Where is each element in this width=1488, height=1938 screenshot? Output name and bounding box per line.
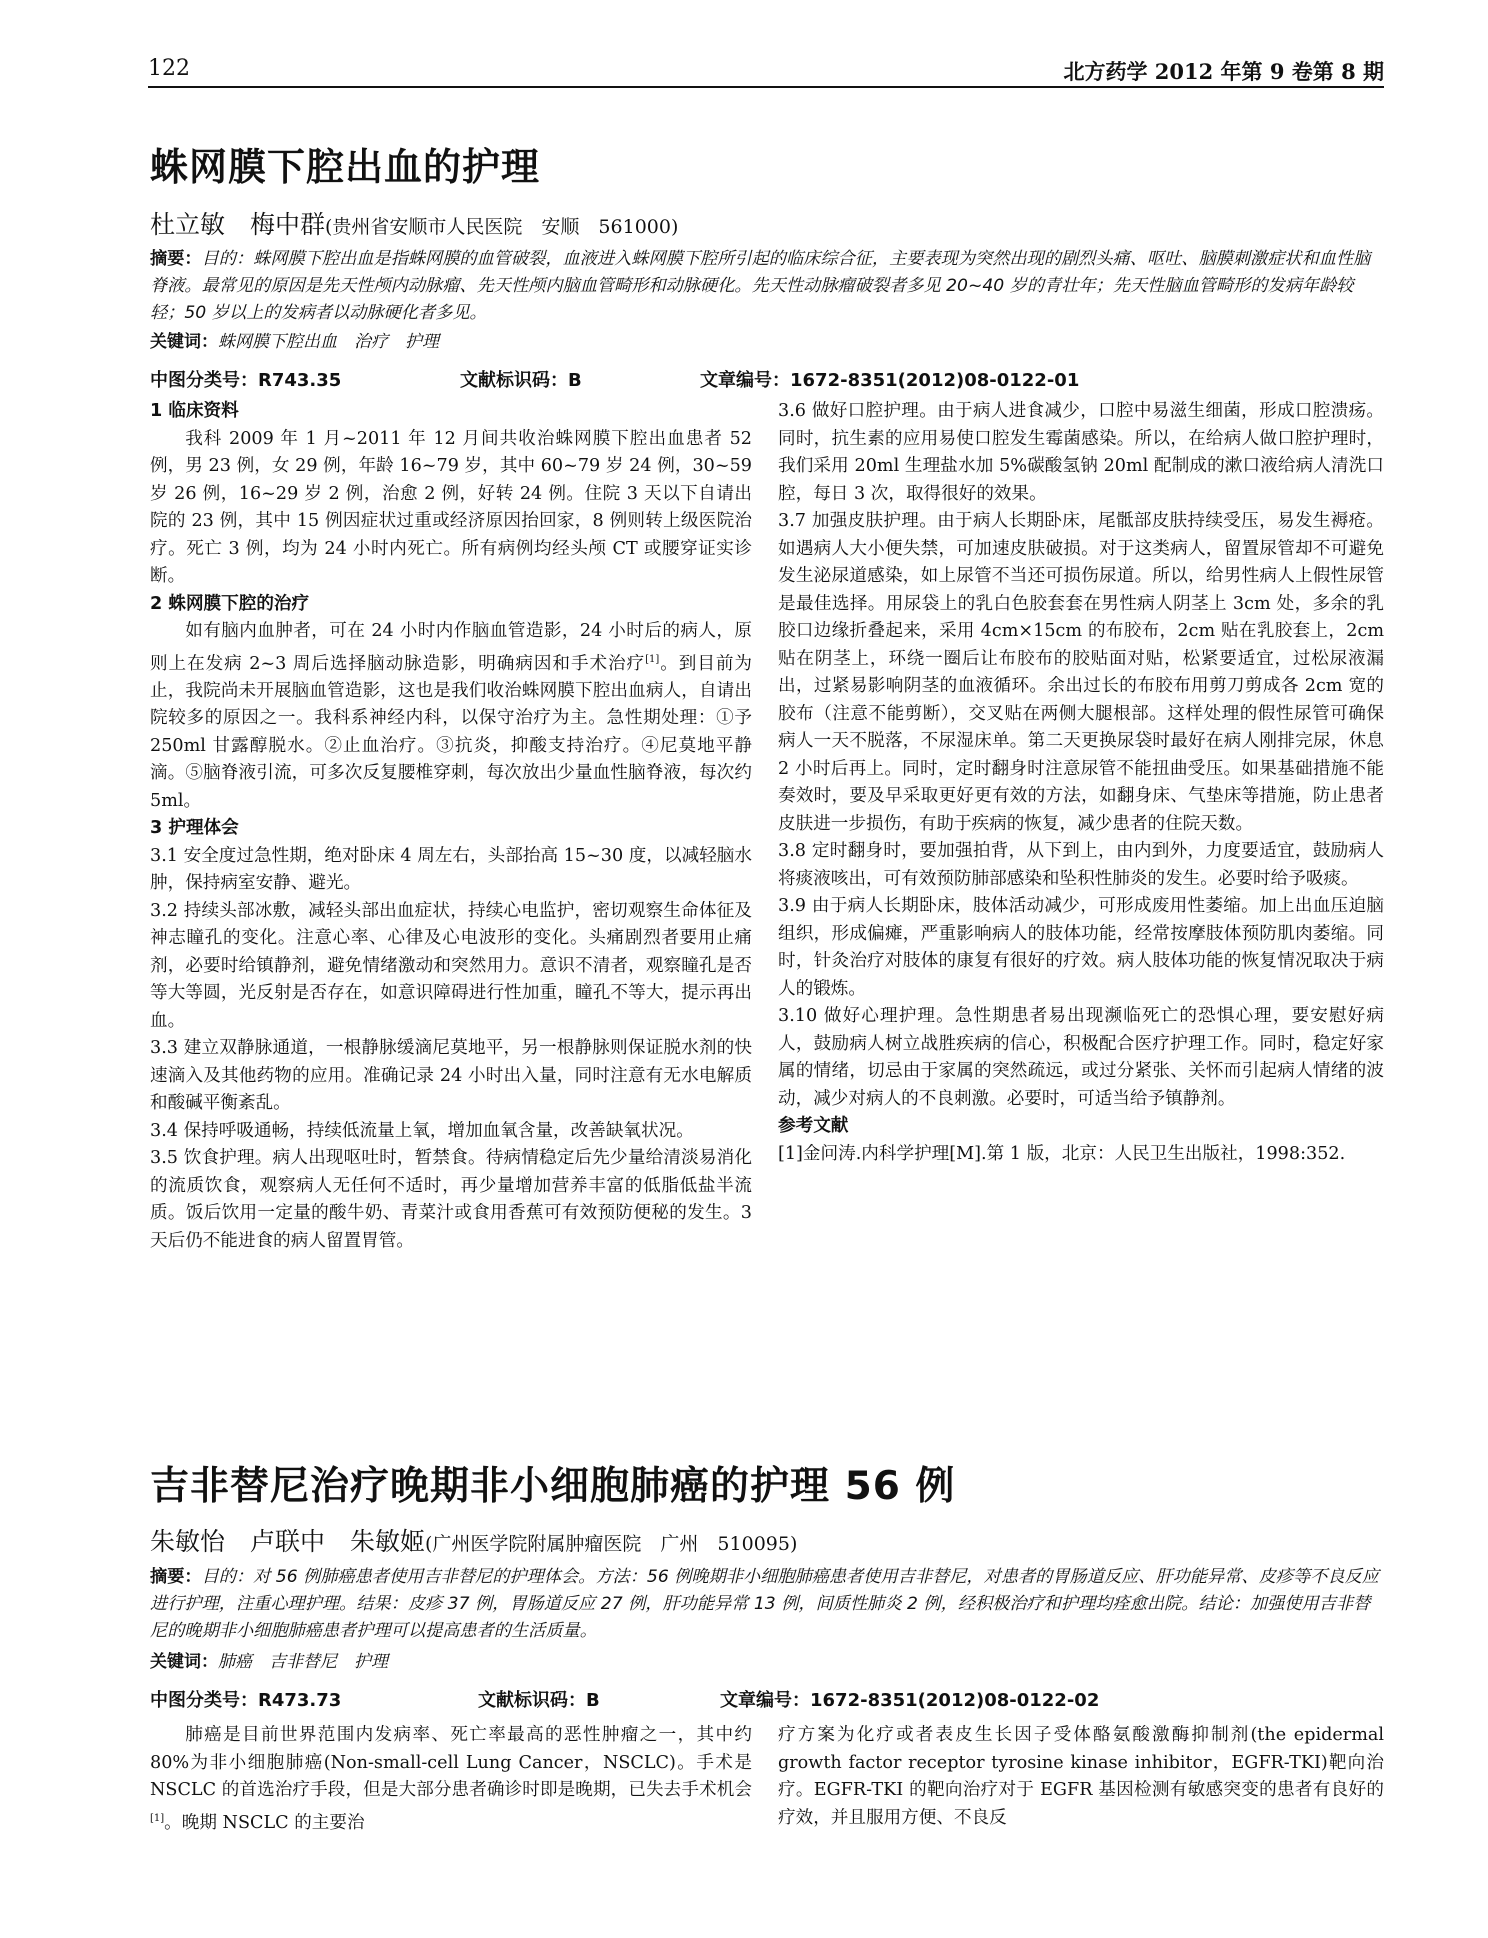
keywords-text: 肺癌 吉非替尼 护理	[218, 1652, 388, 1672]
article1-classification	[150, 366, 1386, 392]
citation-ref: [1]	[150, 1812, 165, 1824]
page-number: 122	[148, 56, 190, 81]
article1-author-names: 杜立敏 梅中群	[150, 210, 326, 239]
paragraph-text: 如有脑内血肿者，可在 24 小时内作脑血管造影，24 小时后的病人，原则上在发病 2~3 周后选择脑动脉造影，明确病因和手术治疗	[150, 621, 752, 674]
paragraph-text: 。晚期 NSCLC 的主要治	[164, 1812, 365, 1833]
section-heading: 1 临床资料	[150, 401, 239, 421]
article1-right-column	[778, 398, 1384, 1168]
section-heading: 2 蛛网膜下腔的治疗	[150, 593, 310, 614]
article2-keywords	[150, 1647, 388, 1672]
reference-item: [1]金问涛.内科学护理[M].第 1 版，北京：人民卫生出版社，1998:352.	[778, 1143, 1346, 1164]
abstract-text: 目的：对 56 例肺癌患者使用吉非替尼的护理体会。方法：56 例晚期非小细胞肺癌患者使用吉非替尼，对患者的胃肠道反应、肝功能异常、皮疹等不良反应进行护理，注重心理护理。结果：皮疹 37 例，胃肠道反应 27 例，肝功能异常 13 例，间质性肺炎 2 例，经积极治疗和护理均痊愈出院。结论：加强使用吉非替尼的晚期非小细胞肺癌患者护理可以提高患者的生活质量。	[150, 1567, 1379, 1641]
paragraph	[150, 1722, 752, 1837]
keywords-label: 关键词：	[150, 332, 218, 352]
keywords-text: 蛛网膜下腔出血 治疗 护理	[218, 332, 439, 352]
article-number: 文章编号：1672-8351(2012)08-0122-02	[720, 1690, 1100, 1711]
paragraph: 3.9 由于病人长期卧床，肢体活动减少，可形成废用性萎缩。加上出血压迫脑组织，形成偏瘫，严重影响病人的肢体功能，经常按摩肢体预防肌肉萎缩。同时，针灸治疗对肢体的康复有很好的疗效。病人肢体功能的恢复情况取决于病人的锻炼。	[778, 896, 1384, 999]
references-heading: 参考文献	[778, 1116, 849, 1136]
doc-code: 文献标识码：B	[460, 370, 582, 391]
doc-code: 文献标识码：B	[478, 1690, 600, 1711]
article1-abstract	[150, 246, 1386, 327]
paragraph: 3.6 做好口腔护理。由于病人进食减少，口腔中易滋生细菌，形成口腔溃疡。同时，抗生素的应用易使口腔发生霉菌感染。所以，在给病人做口腔护理时，我们采用 20ml 生理盐水加 5%碳酸氢钠 20ml 配制成的漱口液给病人清洗口腔，每日 3 次，取得很好的效果。	[778, 401, 1384, 504]
citation-ref: [1]	[645, 653, 660, 665]
article2-affiliation: (广州医学院附属肿瘤医院 广州 510095)	[425, 1533, 798, 1555]
page-header	[148, 52, 1384, 88]
article1-keywords	[150, 327, 439, 352]
paragraph-text: 肺癌是目前世界范围内发病率、死亡率最高的恶性肿瘤之一，其中约 80%为非小细胞肺癌(Non-small-cell Lung Cancer，NSCLC)。手术是 NSCLC 的首选治疗手段，但是大部分患者确诊时即是晚期，已失去手术机会	[150, 1725, 752, 1800]
article2-author-names: 朱敏怡 卢联中 朱敏姬	[150, 1527, 426, 1556]
paragraph: 3.3 建立双静脉通道，一根静脉缓滴尼莫地平，另一根静脉则保证脱水剂的快速滴入及其他药物的应用。准确记录 24 小时出入量，同时注意有无水电解质和酸碱平衡紊乱。	[150, 1038, 752, 1114]
article2-abstract	[150, 1564, 1386, 1645]
article-number: 文章编号：1672-8351(2012)08-0122-01	[700, 370, 1080, 391]
journal-issue: 北方药学 2012 年第 9 卷第 8 期	[1063, 59, 1384, 84]
article2-title: 吉非替尼治疗晚期非小细胞肺癌的护理 56 例	[150, 1464, 956, 1509]
clc-number: 中图分类号：R743.35	[150, 370, 342, 391]
paragraph: 3.10 做好心理护理。急性期患者易出现濒临死亡的恐惧心理，要安慰好病人，鼓励病人树立战胜疾病的信心，积极配合医疗护理工作。同时，稳定好家属的情绪，切忌由于家属的突然疏远，或过分紧张、关怀而引起病人情绪的波动，减少对病人的不良刺激。必要时，可适当给予镇静剂。	[778, 1006, 1384, 1109]
paragraph: 3.4 保持呼吸通畅，持续低流量上氧，增加血氧含量，改善缺氧状况。	[150, 1120, 694, 1141]
article2-right-column	[778, 1722, 1384, 1832]
article2-authors	[150, 1522, 797, 1558]
article1-left-column	[150, 398, 752, 1255]
article2-classification	[150, 1686, 1386, 1712]
article1-authors	[150, 205, 678, 241]
paragraph: 3.7 加强皮肤护理。由于病人长期卧床，尾骶部皮肤持续受压，易发生褥疮。如遇病人大小便失禁，可加速皮肤破损。对于这类病人，留置尿管却不可避免发生泌尿道感染，如上尿管不当还可损伤尿道。所以，给男性病人上假性尿管是最佳选择。用尿袋上的乳白色胶套套在男性病人阴茎上 3cm 处，多余的乳胶口边缘折叠起来，采用 4cm×15cm 的布胶布，2cm 贴在乳胶套上，2cm 贴在阴茎上，环绕一圈后让布胶布的胶贴面对贴，松紧要适宜，过松尿液漏出，过紧易影响阴茎的血液循环。余出过长的布胶布用剪刀剪成各 2cm 宽的胶布（注意不能剪断），交叉贴在两侧大腿根部。这样处理的假性尿管可确保病人一天不脱落，不尿湿床单。第二天更换尿袋时最好在病人刚排完尿，休息 2 小时后再上。同时，定时翻身时注意尿管不能扭曲受压。如果基础措施不能奏效时，要及早采取更好更有效的方法，如翻身床、气垫床等措施，防止患者皮肤进一步损伤，有助于疾病的恢复，减少患者的住院天数。	[778, 511, 1384, 834]
clc-number: 中图分类号：R473.73	[150, 1690, 342, 1711]
abstract-text: 目的：蛛网膜下腔出血是指蛛网膜的血管破裂，血液进入蛛网膜下腔所引起的临床综合征，主要表现为突然出现的剧烈头痛、呕吐、脑膜刺激症状和血性脑脊液。最常见的原因是先天性颅内动脉瘤、先天性颅内脑血管畸形和动脉硬化。先天性动脉瘤破裂者多见 20~40 岁的青壮年；先天性脑血管畸形的发病年龄较轻；50 岁以上的发病者以动脉硬化者多见。	[150, 249, 1371, 323]
paragraph: 疗方案为化疗或者表皮生长因子受体酪氨酸激酶抑制剂(the epidermal growth factor receptor tyrosine kinase inhibitor，EGFR-TKI)靶向治疗。EGFR-TKI 的靶向治疗对于 EGFR 基因检测有敏感突变的患者有良好的疗效，并且服用方便、不良反	[778, 1725, 1384, 1828]
article2-left-column	[150, 1722, 752, 1837]
paragraph: 3.8 定时翻身时，要加强拍背，从下到上，由内到外，力度要适宜，鼓励病人将痰液咳出，可有效预防肺部感染和坠积性肺炎的发生。必要时给予吸痰。	[778, 841, 1384, 889]
section-heading: 3 护理体会	[150, 818, 239, 839]
keywords-label: 关键词：	[150, 1652, 218, 1672]
abstract-label: 摘要：	[150, 1567, 202, 1587]
paragraph: 3.1 安全度过急性期，绝对卧床 4 周左右，头部抬高 15~30 度，以减轻脑水肿，保持病室安静、避光。	[150, 845, 752, 894]
paragraph-text: 。到目前为止，我院尚未开展脑血管造影，这也是我们收治蛛网膜下腔出血病人，自请出院较多的原因之一。我科系神经内科，以保守治疗为主。急性期处理：①予 250ml 甘露醇脱水。②止血治疗。③抗炎，抑酸支持治疗。④尼莫地平静滴。⑤脑脊液引流，可多次反复腰椎穿刺，每次放出少量血性脑脊液，每次约 5ml。	[150, 653, 752, 811]
paragraph	[150, 618, 752, 815]
paragraph: 3.5 饮食护理。病人出现呕吐时，暂禁食。待病情稳定后先少量给清淡易消化的流质饮食，观察病人无任何不适时，再少量增加营养丰富的低脂低盐半流质。饭后饮用一定量的酸牛奶、青菜汁或食用香蕉可有效预防便秘的发生。3 天后仍不能进食的病人留置胃管。	[150, 1148, 752, 1251]
paragraph: 3.2 持续头部冰敷，减轻头部出血症状，持续心电监护，密切观察生命体征及神志瞳孔的变化。注意心率、心律及心电波形的变化。头痛剧烈者要用止痛剂，必要时给镇静剂，避免情绪激动和突然用力。意识不清者，观察瞳孔是否等大等圆，光反射是否存在，如意识障碍进行性加重，瞳孔不等大，提示再出血。	[150, 900, 752, 1031]
paragraph: 我科 2009 年 1 月~2011 年 12 月间共收治蛛网膜下腔出血患者 52 例，男 23 例，女 29 例，年龄 16~79 岁，其中 60~79 岁 24 例，30~59 岁 26 例，16~29 岁 2 例，治愈 2 例，好转 24 例。住院 3 天以下自请出院的 23 例，其中 15 例因症状过重或经济原因抬回家，8 例则转上级医院治疗。死亡 3 例，均为 24 小时内死亡。所有病例均经头颅 CT 或腰穿证实诊断。	[150, 428, 752, 586]
article1-title: 蛛网膜下腔出血的护理	[150, 145, 541, 189]
article1-affiliation: (贵州省安顺市人民医院 安顺 561000)	[325, 216, 679, 238]
abstract-label: 摘要：	[150, 249, 202, 269]
